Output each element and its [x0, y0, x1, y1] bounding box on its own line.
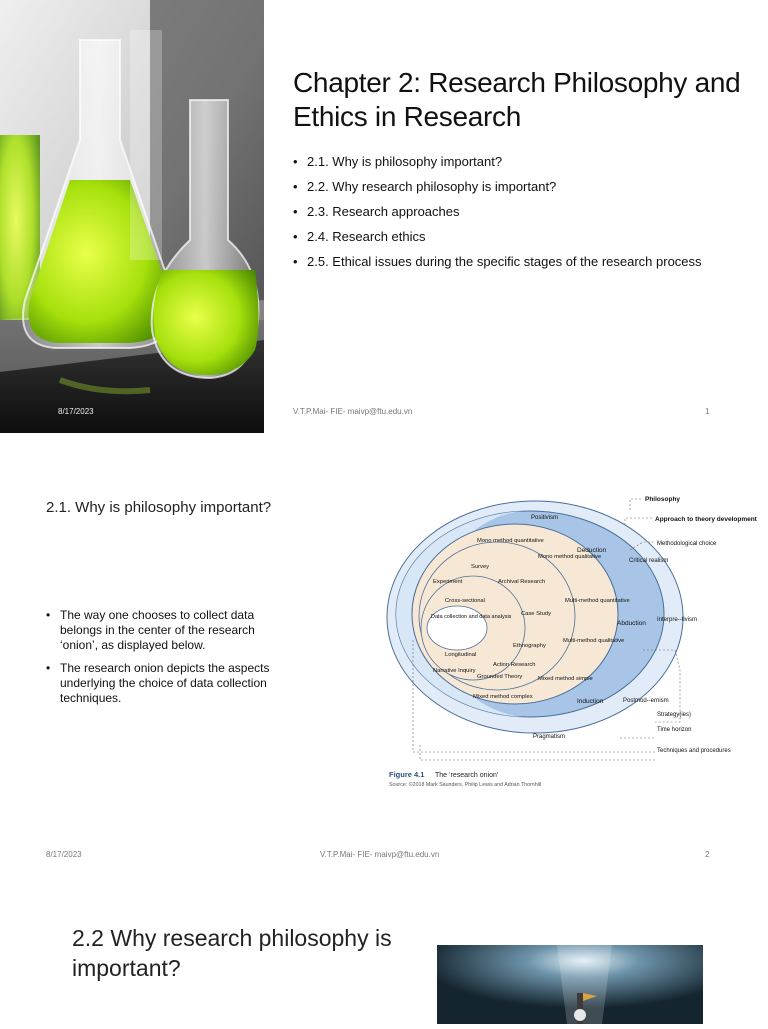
list-item: • 2.1. Why is philosophy important?	[293, 153, 713, 170]
label-interpretivism: Interpre--tivism	[657, 617, 698, 623]
callout-philosophy: Philosophy	[645, 496, 681, 503]
label-case-study: Case Study	[521, 611, 551, 617]
footer-author: V.T.P.Mai- FIE- maivp@ftu.edu.vn	[293, 407, 413, 416]
label-multi-quant: Multi-method quantitative	[565, 598, 630, 604]
label-experiment: Experiment	[433, 579, 463, 585]
list-item: • 2.4. Research ethics	[293, 228, 713, 245]
list-item: • The research onion depicts the aspects underlying the choice of data collection techniques.	[46, 661, 296, 706]
figure-caption-label: Figure 4.1	[389, 770, 425, 779]
research-onion-figure	[385, 490, 757, 790]
label-mono-qual: Mono method qualitative	[538, 554, 602, 560]
label-longitudinal: Longitudinal	[445, 652, 477, 658]
footer-author: V.T.P.Mai- FIE- maivp@ftu.edu.vn	[320, 850, 440, 859]
bullet-list	[46, 608, 296, 714]
label-narrative-inquiry: Narrative Inquiry	[433, 668, 476, 674]
label-deduction: Deduction	[577, 547, 607, 554]
figure-source: Source: ©2018 Mark Saunders, Philip Lewis and Adrian Thornhill	[389, 782, 542, 788]
laboratory-flasks-photo	[0, 0, 264, 433]
label-induction: Induction	[577, 698, 604, 705]
spotlight-figure-photo	[437, 945, 703, 1024]
list-item: • 2.3. Research approaches	[293, 203, 713, 220]
label-abduction: Abduction	[617, 620, 646, 627]
label-postmodernism: Postmod--ernism	[623, 698, 669, 704]
label-core: Data collection and data analysis	[431, 614, 512, 620]
label-grounded-theory: Grounded Theory	[477, 674, 523, 680]
topic-list	[293, 153, 713, 278]
page-number: 1	[705, 407, 710, 416]
core-ring	[427, 606, 487, 650]
callout-approach: Approach to theory development	[655, 516, 757, 523]
label-mono-quant: Mono method quantitative	[477, 538, 544, 544]
callout-choice: Methodological choice	[657, 541, 717, 547]
label-critical-realism: Critical realism	[629, 558, 669, 564]
footer-date: 8/17/2023	[58, 407, 94, 416]
callout-techniques: Techniques and procedures	[657, 748, 731, 754]
label-archival: Archival Research	[498, 579, 546, 585]
list-item: • 2.5. Ethical issues during the specific stages of the research process	[293, 253, 713, 270]
slide-3	[0, 890, 768, 1024]
slide-title: 2.1. Why is philosophy important?	[46, 499, 272, 516]
list-item: • The way one chooses to collect data belongs in the center of the research ‘onion’, as displayed below.	[46, 608, 296, 653]
label-positivism: Positivism	[531, 515, 559, 521]
label-mixed-simple: Mixed method simple	[538, 676, 593, 682]
label-survey: Survey	[471, 564, 490, 570]
footer-date: 8/17/2023	[46, 850, 82, 859]
callout-strategy: Strategy(ies)	[657, 712, 692, 718]
label-cross-sectional: Cross-sectional	[445, 598, 485, 604]
page-number: 2	[705, 850, 710, 859]
label-mixed-complex: Mixed method complex	[473, 694, 533, 700]
label-ethnography: Ethnography	[513, 643, 546, 649]
label-multi-qual: Multi-method qualitative	[563, 638, 625, 644]
label-pragmatism: Pragmatism	[533, 734, 566, 740]
list-item: • 2.2. Why research philosophy is important?	[293, 178, 713, 195]
slide-1	[0, 0, 768, 433]
label-action-research: Action Research	[493, 662, 536, 668]
callout-time-horizon: Time horizon	[657, 727, 692, 733]
slide-title: Chapter 2: Research Philosophy and Ethics in Research	[293, 67, 741, 132]
slide-2	[0, 446, 768, 876]
figure-caption-text: The ‘research onion’	[435, 772, 499, 779]
slide-title: 2.2 Why research philosophy is important?	[72, 925, 392, 981]
